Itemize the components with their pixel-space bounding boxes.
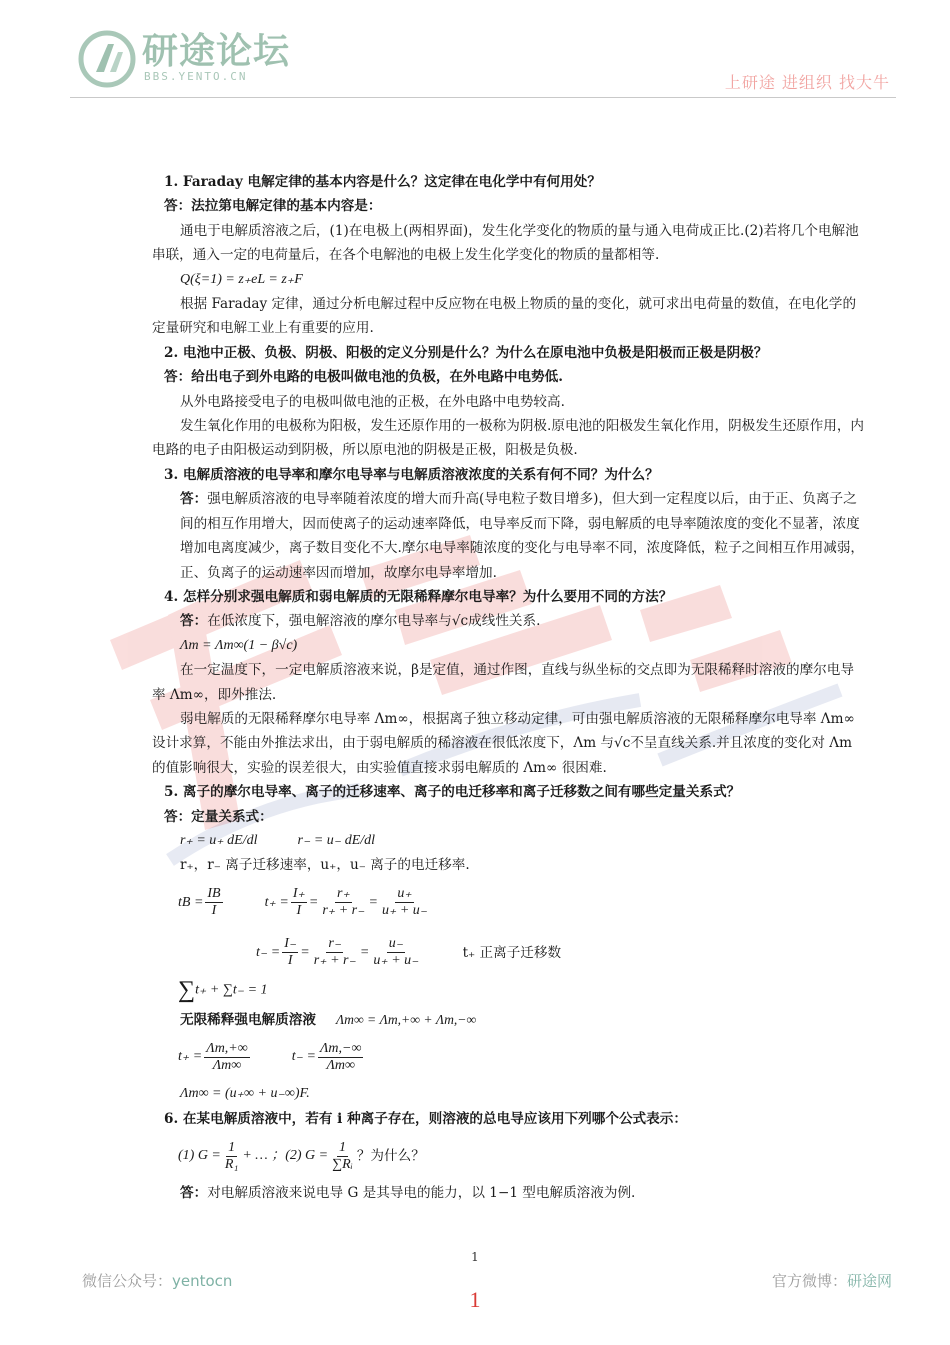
transference-note: t₊ 正离子迁移数: [462, 944, 562, 961]
fraction-numerator: I₊: [292, 886, 305, 902]
answer-4-lead-text: 在低浓度下，强电解溶液的摩尔电导率与√c成线性关系.: [207, 613, 541, 630]
answer-6-lead: 答：: [180, 1185, 208, 1201]
fraction-numerator: r₊: [337, 886, 350, 902]
answer-2-paragraph: 发生氧化作用的电极称为阳极，发生还原作用的一极称为阴极.原电池的阳极发生氧化作用，阴极发生还原作用，内电路的电子由阳极运动到阴极，所以原电池的阴极是正极，阳极是负极.: [152, 418, 865, 459]
logo-mark-icon: [78, 30, 136, 88]
infinite-dilution-label: 无限稀释强电解质溶液: [180, 1011, 316, 1028]
fraction-denominator: Λm∞: [326, 1057, 355, 1073]
fraction-numerator: I₋: [284, 936, 297, 952]
footer-wechat-value: yentocn: [172, 1272, 233, 1290]
answer-4-lead: 答：: [180, 613, 208, 630]
fraction: [282, 936, 298, 969]
fraction-denominator: R₁: [224, 1156, 239, 1172]
fraction-numerator: Λm,−∞: [319, 1040, 362, 1056]
equals-sign: =: [308, 894, 319, 910]
question-6: 6. 在某电解质溶液中，若有 i 种离子存在，则溶液的总电导应该用下列哪个公式表示：: [164, 1110, 687, 1127]
formula-tplus: t₊ =: [178, 1048, 203, 1064]
formula-kohlrausch: Λm = Λm∞(1 − β√c): [180, 637, 298, 653]
page-number: 1: [471, 1250, 479, 1264]
document-body: [152, 170, 864, 1205]
answer-1-lead: 答：法拉第电解定律的基本内容是：: [164, 198, 382, 215]
answer-3-lead: 答：: [180, 491, 208, 508]
fraction: [205, 886, 222, 919]
answer-4-paragraph: 在一定温度下，一定电解质溶液来说，β是定值，通过作图，直线与纵坐标的交点即为无限稀释时溶液的摩尔电导率 Λm∞，即外推法.: [152, 662, 854, 703]
answer-4-paragraph: 弱电解质的无限稀释摩尔电导率 Λm∞，根据离子独立移动定律，可由强电解质溶液的无限稀释摩尔电导率 Λm∞ 设计求算，不能由外推法求出，由于弱电解质的稀溶液在很低浓度下，Λm 与√c不呈直线关系.并且浓度的变化对 Λm 的值影响很大，实验的误差很大，由实验值直接求弱电解质的 Λm∞ 很困难.: [152, 710, 855, 776]
formula-option-1: (1) G =: [178, 1147, 221, 1163]
answer-2-lead: 答：给出电子到外电路的电极叫做电池的负极，在外电路中电势低.: [164, 369, 563, 386]
fraction: [371, 936, 420, 969]
fraction-numerator: IB: [207, 886, 221, 902]
site-logo: [78, 30, 338, 88]
answer-1-paragraph: 通电于电解质溶液之后，(1)在电极上(两相界面)，发生化学变化的物质的量与通入电荷成正比.(2)若将几个电解池串联，通入一定的电荷量后，在各个电解池的电极上发生化学变化的物质的量都相等.: [152, 222, 859, 264]
answer-6-paragraph: [152, 1181, 864, 1205]
formula-option-2: + … ；(2) G =: [242, 1147, 329, 1163]
header-divider: [70, 97, 896, 98]
fraction: [330, 1140, 355, 1173]
formula-sum-text: t₊ + ∑t₋ = 1: [195, 982, 268, 998]
fraction-denominator: u₊ + u₋: [381, 903, 428, 919]
question-6-why: ？为什么？: [356, 1147, 425, 1164]
footer-weibo-label: 官方微博：: [771, 1272, 847, 1290]
header-slogan: 上研途 进组织 找大牛: [724, 73, 890, 92]
fraction-denominator: r₊ + r₋: [313, 953, 356, 969]
formula-transference-plus: [152, 878, 864, 928]
fraction-numerator: u₋: [388, 936, 404, 952]
fraction-numerator: 1: [338, 1139, 346, 1155]
answer-3-paragraph: [152, 487, 864, 585]
fraction-denominator: I: [211, 903, 217, 919]
answer-2-paragraph: 从外电路接受电子的电极叫做电池的正极，在外电路中电势较高.: [180, 393, 565, 410]
fraction-numerator: r₋: [328, 936, 342, 952]
answer-6-text: 对电解质溶液来说电导 G 是其导电的能力，以 1−1 型电解质溶液为例.: [207, 1185, 636, 1201]
formula-faraday: Q(ξ=1) = z₊eL = z₊F: [180, 271, 303, 287]
equals-sign: =: [359, 944, 370, 960]
fraction: [320, 886, 366, 919]
answer-3-text: 强电解质溶液的电导率随着浓度的增大而升高(导电粒子数目增多)，但大到一定程度以后，由于正、负离子之间的相互作用增大，因而使离子的运动速率降低，电导率反而下降，弱电解质的电导率随浓度的变化不显著，浓度增加电离度减少，离子数目变化不大.摩尔电导率随浓度的变化与电导率不同，浓度降低，粒子之间相互作用减弱，正、负离子的运动速率因而增加，故摩尔电导率增加.: [180, 491, 865, 581]
formula-rminus: r₋ = u₋ dE/dl: [297, 832, 376, 848]
fraction-denominator: I: [296, 903, 302, 919]
fraction: [318, 1041, 364, 1074]
formula-sum: [152, 978, 864, 1008]
formula-rplus: r₊ = u₊ dE/dl: [180, 832, 258, 848]
footer-weibo-value: 研途网: [846, 1272, 892, 1290]
fraction: [204, 1041, 250, 1074]
infinite-dilution-formula: Λm∞ = Λm,+∞ + Λm,−∞: [335, 1011, 477, 1027]
fraction-numerator: u₊: [397, 886, 412, 902]
sigma-symbol: ∑: [178, 976, 196, 1003]
formula-tplus: t₊ =: [264, 894, 289, 910]
fraction: [223, 1140, 240, 1173]
formula-infinite-dilution: [152, 1008, 864, 1032]
question-1: 1. Faraday 电解定律的基本内容是什么？这定律在电化学中有何用处？: [164, 174, 601, 190]
fraction-numerator: 1: [228, 1139, 236, 1155]
fraction-denominator: Λm∞: [212, 1057, 242, 1073]
logo-name: 研途论坛: [142, 31, 291, 72]
question-3: 3. 电解质溶液的电导率和摩尔电导率与电解质溶液浓度的关系有何不同？为什么？: [164, 466, 659, 483]
answer-1-paragraph: 根据 Faraday 定律，通过分析电解过程中反应物在电极上物质的量的变化，就可求出电荷量的数值，在电化学的定量研究和电解工业上有重要的应用.: [152, 296, 857, 337]
formula-transference-infinite: [152, 1032, 864, 1082]
fraction: [291, 886, 307, 919]
equals-sign: =: [300, 944, 310, 960]
page-number-large: 1: [469, 1287, 481, 1312]
answer-5-lead: 答：定量关系式：: [164, 808, 273, 825]
fraction-numerator: Λm,+∞: [206, 1040, 248, 1056]
fraction-denominator: u₊ + u₋: [373, 953, 419, 969]
answer-4-lead-line: [152, 609, 864, 633]
formula-tb: tB =: [178, 894, 204, 910]
equals-sign: =: [368, 894, 378, 910]
fraction-denominator: r₊ + r₋: [322, 903, 365, 919]
formula-transference-minus: [152, 928, 864, 978]
fraction: [312, 936, 358, 969]
formula-migration-rate: [152, 829, 864, 853]
question-2: 2. 电池中正极、负极、阴极、阳极的定义分别是什么？为什么在原电池中负极是阳极而正极是阴极？: [164, 344, 768, 361]
footer-wechat-label: 微信公众号：: [82, 1272, 173, 1290]
question-5: 5. 离子的摩尔电导率、离子的迁移速率、离子的电迁移率和离子迁移数之间有哪些定量关系式？: [164, 784, 741, 801]
fraction-denominator: I: [287, 953, 293, 969]
formula-limiting-conductivity: Λm∞ = (u₊∞ + u₋∞)F.: [180, 1086, 310, 1102]
logo-url: BBS.YENTO.CN: [144, 70, 248, 83]
formula-tminus: t₋ =: [256, 944, 281, 960]
question-4: 4. 怎样分别求强电解质和弱电解质的无限稀释摩尔电导率？为什么要用不同的方法？: [164, 588, 673, 605]
formula-tminus: t₋ =: [291, 1048, 316, 1064]
fraction: [380, 886, 429, 919]
formula-total-conductance: [152, 1131, 864, 1181]
answer-5-paragraph: r₊，r₋ 离子迁移速率，u₊，u₋ 离子的电迁移率.: [180, 857, 470, 874]
fraction-denominator: ∑Rᵢ: [332, 1156, 353, 1172]
